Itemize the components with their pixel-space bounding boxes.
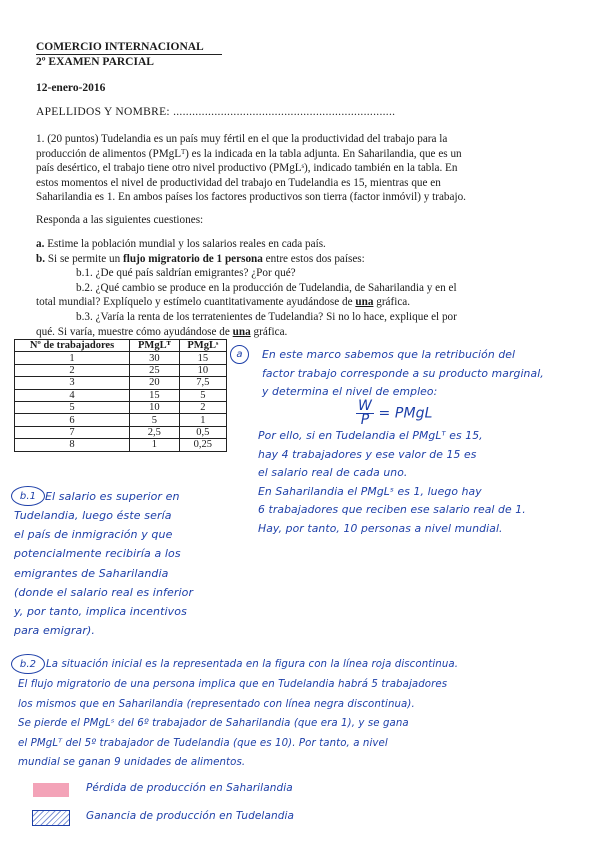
handwritten-line: En Saharilandia el PMgLˢ es 1, luego hay [258,484,482,498]
subquestion-a [36,237,576,252]
table-cell: 5 [15,401,130,413]
table-cell: 2 [15,364,130,376]
table-cell: 0,25 [179,439,226,451]
table-cell: 2,5 [130,426,180,438]
subquestion-b2-line2 [36,295,576,310]
table-cell: 20 [130,377,180,389]
table-row [15,414,227,426]
statement-line: Saharilandia es 1. En ambos países los factores productivos son tierra (factor inmóvil) y trabajo. [36,191,466,204]
table-row [15,439,227,451]
formula-rhs: = PMgL [378,405,433,422]
table-cell: 2 [179,401,226,413]
subquestion-b-bold: flujo migratorio de 1 persona [123,252,263,265]
table-cell: 5 [130,414,180,426]
subquestion-b2-line1: b.2. ¿Qué cambio se produce en la producción de Tudelandia, de Saharilandia y en el [76,281,457,294]
handwritten-line: emigrantes de Saharilandia [14,566,169,580]
table-cell: 15 [179,352,226,364]
answer-a-body [258,427,526,539]
table-cell: 5 [179,389,226,401]
exam-date: 12-enero-2016 [36,82,106,94]
formula-denominator: P [360,412,370,428]
statement-line: estos momentos el nivel de productividad del trabajo en Tudelandia es 15, mientras que en [36,176,441,189]
handwritten-line: para emigrar). [14,624,95,638]
table-cell: 10 [179,364,226,376]
answer-b2-text [46,655,458,675]
header-pmgl-t: PMgLᵀ [130,340,180,352]
handwritten-line: (donde el salario real es inferior [14,585,194,599]
handwritten-line: y, por tanto, implica incentivos [14,605,187,619]
answer-a-top [262,346,544,402]
table-cell: 30 [130,352,180,364]
handwritten-line: hay 4 trabajadores y ese valor de 15 es [258,447,477,461]
subquestion-b-prefix: Si se permite un [47,252,124,265]
handwritten-line: Por ello, si en Tudelandia el PMgLᵀ es 15, [258,429,483,442]
header-workers: Nº de trabajadores [15,340,130,352]
handwritten-line: Se pierde el PMgLˢ del 6º trabajador de Saharilandia (que era 1), y se gana [18,718,409,730]
name-field-label: APELLIDOS Y NOMBRE: ...................................................................... [36,106,396,118]
table-cell: 25 [130,364,180,376]
table-cell: 7 [15,426,130,438]
subquestion-a-text: Estime la población mundial y los salarios reales en cada país. [47,238,326,250]
productivity-table [14,339,227,452]
statement-line: producción de alimentos (PMgLᵀ) es la indicada en la tabla adjunta. En Saharilandia, que es un [36,147,462,160]
instruction: Responda a las siguientes cuestiones: [36,214,204,226]
handwritten-line: y determina el nivel de empleo: [262,385,438,398]
table-row [15,426,227,438]
subquestion-b3-line2 [36,325,576,340]
subquestion-a-marker: a. [36,238,45,250]
handwritten-line: El flujo migratorio de una persona implica que en Tudelandia habrá 5 trabajadores [18,679,448,690]
table-cell: 15 [130,389,180,401]
b3-line2-post: gráfica. [250,325,288,338]
handwritten-line: el PMgLᵀ del 5º trabajador de Tudelandia (que es 10). Por tanto, a nivel [18,737,388,749]
handwritten-line: En este marco sabemos que la retribución del [262,348,516,361]
table-cell: 6 [15,414,130,426]
table-header-row [15,340,227,352]
subquestion-b [36,252,576,267]
table-row [15,364,227,376]
table-row [15,401,227,413]
gain-legend-label: Ganancia de producción en Tudelandia [86,810,295,822]
handwritten-line: La situación inicial es la representada en la figura con la línea roja discontinua. [46,659,459,670]
handwritten-line: el país de inmigración y que [14,528,173,542]
gain-legend-swatch [32,810,70,826]
subquestion-b-marker: b. [36,252,46,265]
answer-b1-marker: b.1 [11,486,45,506]
table-cell: 8 [15,439,130,451]
statement-line: país desértico, el trabajo tiene otro nivel productivo (PMgLˢ), indicado también en la tabla. En [36,162,458,175]
handwritten-line: Hay, por tanto, 10 personas a nivel mundial. [258,521,503,535]
b2-line2-underlined: una [355,296,374,309]
handwritten-line: mundial se ganan 9 unidades de alimentos. [18,757,246,769]
wage-formula [356,400,433,427]
handwritten-line: el salario real de cada uno. [258,466,408,480]
statement-line: 1. (20 puntos) Tudelandia es un país muy fértil en el que la productividad del trabajo para la [36,133,448,145]
handwritten-line: El salario es superior en [45,490,180,503]
formula-numerator: W [358,398,372,414]
table-row [15,377,227,389]
table-cell: 0,5 [179,426,226,438]
handwritten-line: factor trabajo corresponde a su producto marginal, [262,366,544,380]
b2-line2-pre: total mundial? Explíquelo y estímelo cuantitativamente ayudándose de [36,296,356,309]
loss-legend-label: Pérdida de producción en Saharilandia [86,782,293,794]
course-underline [36,54,222,55]
answer-b2-marker: b.2 [11,654,45,674]
header-pmgl-s: PMgLˢ [179,340,226,352]
table-cell: 3 [15,377,130,389]
subquestions [36,237,576,339]
subquestion-b1: b.1. ¿De qué país saldrían emigrantes? ¿Por qué? [76,267,296,280]
handwritten-line: Tudelandia, luego éste sería [14,509,172,522]
table-cell: 1 [15,352,130,364]
table-cell: 4 [15,389,130,401]
b3-line2-pre: qué. Si varía, muestre cómo ayudándose de [36,325,233,338]
table-row [15,352,227,364]
course-title: COMERCIO INTERNACIONAL [36,41,204,53]
table-cell: 1 [179,414,226,426]
exam-title: 2º EXAMEN PARCIAL [36,56,154,68]
answer-b1-continued [14,506,193,640]
table-cell: 7,5 [179,377,226,389]
answer-a-marker: a [230,345,249,364]
loss-legend-swatch [33,783,69,797]
b2-line2-post: gráfica. [373,296,411,309]
subquestion-b-suffix: entre estos dos países: [262,252,365,265]
subquestion-b3-line1: b.3. ¿Varía la renta de los terratenientes de Tudelandia? Si no lo hace, explique el por [76,310,457,323]
question-statement [36,132,566,205]
answer-b2-continued [18,675,447,773]
b3-line2-underlined: una [232,325,251,338]
handwritten-line: los mismos que en Saharilandia (representado con línea negra discontinua). [18,698,415,710]
table-cell: 1 [130,439,180,451]
table-cell: 10 [130,401,180,413]
answer-b1-text [45,487,180,506]
handwritten-line: potencialmente recibiría a los [14,547,181,561]
handwritten-line: 6 trabajadores que reciben ese salario real de 1. [258,503,526,517]
table-row [15,389,227,401]
